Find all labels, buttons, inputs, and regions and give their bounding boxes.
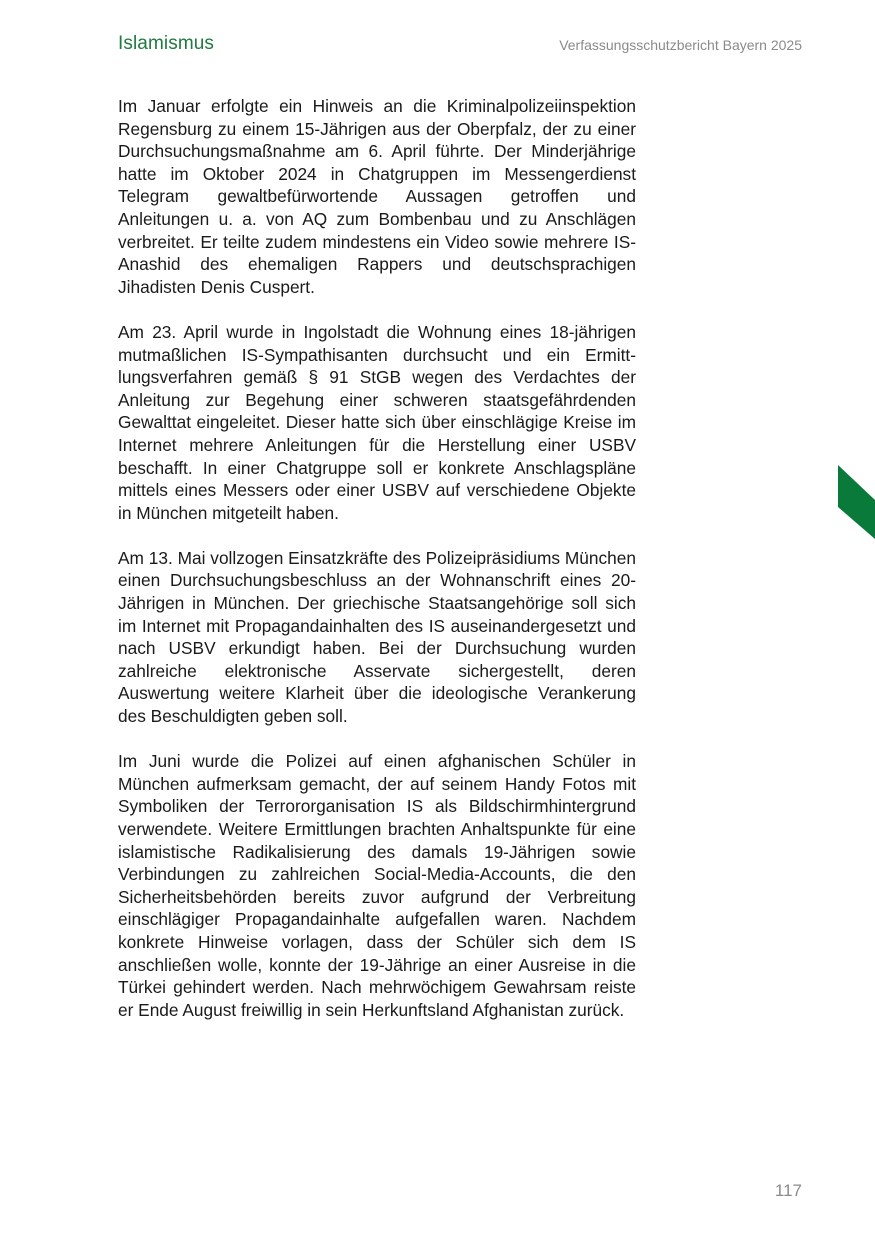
paragraph-4: Im Juni wurde die Polizei auf einen afghanischen Schüler in München aufmerksam gemacht, der auf seinem Handy Fotos mit Symboliken der Terrororganisation IS als Bildschirmhintergrund verwendete. Weitere Ermittlungen brachten Anhaltspunkte für eine islamistische Radikalisierung des damals 19-Jährigen sowie Verbindungen zu zahlreichen Social-Media-Accounts, die den Sicherheitsbehörden bereits zuvor aufgrund der Verbreitung einschlägiger Propagandainhalte aufgefallen waren. Nachdem konkrete Hinweise vorlagen, dass der Schüler sich dem IS anschließen wolle, konnte der 19-Jährige an einer Ausreise in die Türkei gehindert werden. Nach mehrwöchigem Gewahrsam reiste er Ende August freiwillig in sein Herkunftsland Afghanistan zurück. <box>118 751 636 1020</box>
page-number: 117 <box>774 1181 802 1200</box>
paragraph-2: Am 23. April wurde in Ingolstadt die Wohnung eines 18-jährigen mutmaßlichen IS-Sympathisanten durchsucht und ein Ermittlungsverfahren gemäß § 91 StGB wegen des Verdachtes der Anleitung zur Begehung einer schweren staatsgefährdenden Gewalttat eingeleitet. Dieser hatte sich über einschlägige Kreise im Internet mehrere Anleitungen für die Herstellung einer USBV beschafft. In einer Chatgruppe soll er konkrete Anschlagspläne mittels eines Messers oder einer USBV auf verschiedene Objekte in München mitgeteilt haben. <box>118 321 636 523</box>
paragraph-3: Am 13. Mai vollzogen Einsatzkräfte des Polizeipräsidiums München einen Durchsuchungsbeschluss an der Wohnanschrift eines 20-Jährigen in München. Der griechische Staatsangehörige soll sich im Internet mit Propagandainhalten des IS auseinandergesetzt und nach USBV erkundigt haben. Bei der Durchsuchung wurden zahlreiche elektronische Asservate sichergestellt, deren Auswertung weitere Klarheit über die ideologische Verankerung des Beschuldigten geben soll. <box>118 547 636 727</box>
section-title: Islamismus <box>118 33 215 54</box>
main-text <box>118 95 636 1044</box>
chapter-tab-shape <box>838 465 875 539</box>
paragraph-1: Im Januar erfolgte ein Hinweis an die Kriminalpolizeiinspektion Regensburg zu einem 15-Jährigen aus der Oberpfalz, der zu einer Durchsuchungsmaßnahme am 6. April führte. Der Minderjährige hatte im Oktober 2024 in Chatgruppen im Messengerdienst Telegram gewaltbefürwortende Aussagen getroffen und Anleitungen u. a. von AQ zum Bombenbau und zu Anschlägen verbreitet. Er teilte zudem mindestens ein Video sowie mehrere IS-Anashid des ehemaligen Rappers und deutschsprachigen Jihadisten Denis Cuspert. <box>118 96 636 297</box>
chapter-tab-marker <box>838 465 875 539</box>
document-title: Verfassungsschutzbericht Bayern 2025 <box>559 37 802 53</box>
